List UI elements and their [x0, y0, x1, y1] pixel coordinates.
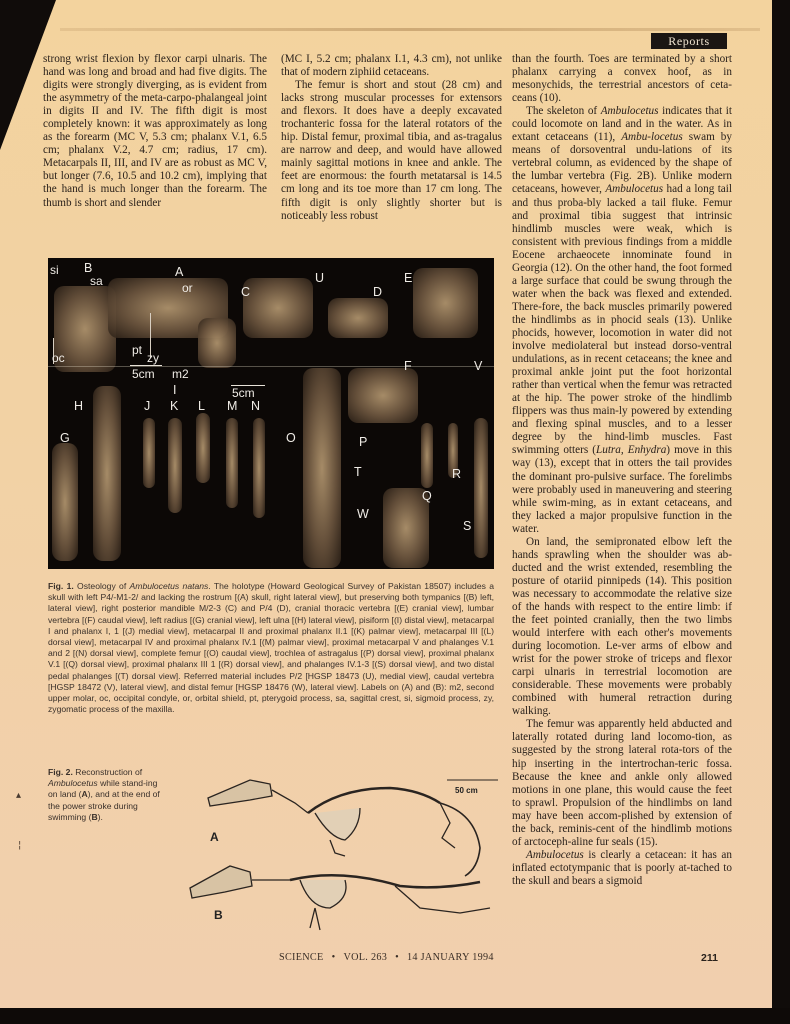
running-footer: [279, 952, 494, 963]
caption-text: Osteology of: [73, 581, 130, 591]
caption-label: Fig. 2.: [48, 767, 73, 777]
italic-taxon: Ambulocetus: [526, 848, 584, 861]
label-si: si: [50, 263, 59, 277]
text-run: had a long tail and thus proba-bly lacked a tail fluke. Femur and proximal tibia suggest that intrinsic hindlimb muscles were weak, which is consistent with previous findings from a middle Eocene archaeocete innominate found in Georgia (12). On the other hand, the foot formed a large surface that could be swung through the water when the back was flexed and extended. There-fore, the back muscles primarily powered the hindlimbs as in phocid seals (13). Unlike phocids, however, locomotion in water did not involve mediolateral but instead dorso-ventral undulations, as in recent cetaceans; the knee and proximal ankle joint put the foot horizontal rather than vertical when the femur was retracted at the hip. The power stroke of the hindlimb flippers was thus main-ly powered by extending and flexing spinal muscles, and to a lesser degree by the hind-limb muscles. Fast swimming otters (: [512, 183, 732, 457]
figure-2-caption: [48, 767, 168, 823]
fossil-metacarpal: [253, 418, 265, 518]
fossil-metacarpal: [143, 418, 155, 488]
fossil-vertebra: [413, 268, 478, 338]
fossil-mandible: [243, 278, 313, 338]
label-zy: zy: [147, 351, 159, 365]
label-F: F: [404, 359, 412, 373]
text-run: swam by means of dorsoventral undu-lations of its vertebral column, as evidenced by the shape of the lumbar vertebra (Fig. 2B). Unlike modern cetaceans, however,: [512, 131, 732, 196]
paragraph: than the fourth. Toes are terminated by a short phalanx carrying a convex hoof, as in mesonychids, the terrestrial ancestors of ceta-ceans (10).: [512, 53, 732, 105]
fossil-femur: [303, 368, 341, 568]
page-number: 211: [701, 952, 718, 964]
fossil-lumbar-vertebra: [348, 368, 418, 423]
caption-text: while stand-ing on land (: [48, 778, 158, 800]
ribcage-A: [315, 808, 360, 840]
text-run: The skeleton of: [526, 105, 601, 118]
label-J: J: [144, 399, 151, 413]
fossil-metacarpal: [196, 413, 210, 483]
label-B: B: [84, 261, 93, 275]
fossil-premolar: [328, 298, 388, 338]
paragraph: strong wrist flexion by flexor carpi ulnaris. The hand was long and broad and had five digits. The digits were strongly diverging, as is evident from the asymmetry of the meta-carpo-phalangeal joint in digits II and IV. The fifth digit is most completely known: it was approximately as long as the forearm (MC V, 5.3 cm; phalanx V.1, 6.5 cm; phalanx V.2, 4.7 cm; radius, 17 cm). Metacarpals II, III, and IV are as robust as MC V, but longer (7.6, 10.5 and 10.2 cm), implying that the hand is much longer than the forearm. The thumb is short and slender: [43, 53, 267, 209]
label-I: I: [173, 383, 177, 397]
text-run: ) move in this way (13), except that in otters the tail provides the dominant pro-pulsive surface. The forelimbs were probably used in maneuvering and steering while swim-ming, as in extant cetaceans, and they lacked a major propulsive function in the water.: [512, 444, 733, 535]
italic-taxon: Ambulocetus: [600, 105, 659, 118]
label-D: D: [373, 285, 383, 299]
label-or: or: [182, 281, 193, 295]
label-B: B: [214, 908, 223, 922]
caption-label: Fig. 1.: [48, 581, 74, 591]
caption-taxon: Ambulocetus natans: [129, 581, 209, 591]
neck-A: [272, 790, 308, 813]
margin-mark: ▴: [16, 790, 22, 801]
label-V: V: [474, 359, 483, 373]
figure-2-reconstruction: [180, 768, 502, 940]
italic-taxon: Ambu-locetus: [621, 131, 683, 144]
label-C: C: [241, 285, 251, 299]
hindlimb-A: [440, 803, 455, 848]
issue-date: 14 JANUARY 1994: [407, 952, 494, 963]
fossil-metacarpal: [226, 418, 238, 508]
caption-taxon: Ambulocetus: [48, 778, 98, 789]
skull-A: [208, 780, 272, 806]
label-N: N: [251, 399, 261, 413]
skeleton-swimming: [190, 866, 490, 930]
volume: VOL. 263: [343, 952, 388, 963]
margin-mark: ¦: [18, 840, 22, 851]
label-U: U: [315, 271, 325, 285]
spine-A: [308, 788, 440, 813]
scale-label: 50 cm: [455, 786, 478, 795]
separator: •: [395, 952, 400, 963]
italic-taxon: Ambulocetus: [605, 183, 664, 196]
skeleton-drawing: [180, 768, 502, 940]
text-run: is clearly a cetacean: it has an inflated ectotympanic that is poorly at-tached to the skull and bears a sigmoid: [512, 848, 732, 887]
label-E: E: [404, 271, 413, 285]
forelimb-B: [310, 908, 320, 930]
background-edge: [772, 0, 790, 1024]
fossil-metacarpal: [168, 418, 182, 513]
forelimb-A: [330, 840, 345, 856]
hindlimb-B: [395, 886, 490, 913]
label-pt: pt: [132, 343, 143, 357]
label-G: G: [60, 431, 70, 445]
caption-text: . The holotype (Howard Geological Survey of Pakistan 18507) includes a skull with left P4/-M1-2/ and lacking the rostrum [(A) skull, right lateral view], but preserving both tympanics [(B) left, lateral view], right posterior mandible M/2-3 (C) and P/4 (D), cranial thoracic vertebra [(E) cranial view], lumbar vertebra [(F) caudal view], left radius [(G) cranial view], left ulna [(H) lateral view], pisiform [(I) distal view], metacarpal I and phalanx I, 1 [(J) medial view], metacarpal II and proximal phalanx II.1 [(K) palmar view], metacarpal III [(L) dorsal view], metacarpal IV and proximal phalanx IV.1 [(M) palmar view], proximal metacarpal V and phalanges V.1 and 2 [(N) dorsal view], complete femur [(O) caudal view], trochlea of astragalus [(P) dorsal view], proximal phalanx V.1 [(Q) dorsal view], proximal phalanx III 1 [(R) dorsal view], and phalanges IV.1-3 [(S) dorsal view], and two distal pedal phalanges [(T) dorsal view]. Referred material includes P/2 [HGSP 18473 (U), medial view], caudal vertebra [HGSP 18472 (V), lateral view], and distal femur [HGSP 18476 (W), lateral view]. Labels on (A) and (B): m2, second upper molar, oc, occipital condyle, or, orbital shield, pt, pterygoid process, sa, sagittal crest, si, sigmoid process, zy, zygomatic process of the maxilla.: [48, 581, 494, 715]
photo-seam: [48, 366, 494, 367]
paragraph: [512, 105, 732, 536]
paragraph: (MC I, 5.2 cm; phalanx I.1, 4.3 cm), not unlike that of modern ziphiid cetaceans.: [281, 53, 502, 79]
text-column-1: [43, 53, 267, 210]
label-O: O: [286, 431, 296, 445]
paragraph: [512, 849, 732, 888]
skeleton-standing: [208, 780, 480, 876]
label-A: A: [175, 265, 184, 279]
text-column-2: [281, 53, 502, 223]
paper-crease: [60, 28, 760, 31]
label-R: R: [452, 467, 462, 481]
italic-taxon: Lutra, Enhydra: [596, 444, 667, 457]
label-K: K: [170, 399, 179, 413]
label-P: P: [359, 435, 368, 449]
label-m2: m2: [172, 367, 189, 381]
folded-corner-shadow: [0, 0, 56, 150]
figure-1-photo: [48, 258, 494, 569]
label-L: L: [198, 399, 205, 413]
label-M: M: [227, 399, 238, 413]
label-T: T: [354, 465, 362, 479]
label-Q: Q: [422, 489, 432, 503]
text-run: indicates that it could locomote on land and in the water. As in extant cetaceans (11),: [512, 105, 732, 144]
label-S: S: [463, 519, 472, 533]
caption-text: ), and at the end of the power stroke during swimming (: [48, 789, 160, 822]
separator: •: [331, 952, 336, 963]
caption-ref: B: [91, 811, 98, 822]
paragraph: The femur is short and stout (28 cm) and lacks strong muscular processes for extensors and flexors. It does have a deeply excavated trochanteric fossa for the lateral rotators of the hip. Distal femur, proximal tibia, and as-tragalus are narrow and deep, and would have allowed mainly sagittal motions in knee and ankle. The feet are enormous: the fourth metatarsal is 14.5 cm long and its toe more than 17 cm long. The fifth digit is only slightly shorter but is noticeably less robust: [281, 79, 502, 222]
scale-bar-5cm: [130, 365, 162, 366]
caption-ref: A: [81, 789, 88, 800]
background-edge: [0, 1008, 790, 1024]
label-sa: sa: [90, 274, 103, 288]
section-label: Reports: [651, 33, 727, 49]
label-oc: oc: [52, 351, 65, 365]
paragraph: On land, the semipronated elbow left the hands sprawling when the shoulder was ab-ducted and the wrist extended, resembling the posture of otariid pinnipeds (14). This position was necessary to accommodate the relative size of the hands with respect to the entire limb: if the feet pointed cranially, then the two limbs would interfere with each other's movements during locomotion. Le-ver arms of elbow and wrist for the power stroke of triceps and flexor carpi ulnaris in terrestrial locomotion are considerable. These movements were probably combined with humeral retraction during walking.: [512, 535, 732, 718]
label-H: H: [74, 399, 84, 413]
figure-1-caption: [48, 581, 494, 715]
label-scale-5cm: 5cm: [232, 386, 255, 400]
journal-name: SCIENCE: [279, 952, 324, 963]
fossil-phalanx: [421, 423, 433, 488]
fossil-ulna: [93, 386, 121, 561]
label-W: W: [357, 507, 369, 521]
skull-B: [190, 866, 252, 898]
caption-text: Reconstruction of: [72, 767, 143, 777]
caption-text: ).: [97, 811, 103, 822]
label-A: A: [210, 830, 219, 844]
fossil-radius: [52, 443, 78, 561]
fossil-phalanges: [474, 418, 488, 558]
ribcage-B: [300, 880, 346, 908]
paragraph: The femur was apparently held abducted and laterally rotated during land locomo-tion, as suggested by the strong lateral rota-tors of the hip inserting in the intertrochan-teric fossa. Because the knee and ankle only allowed motions in one plane, this would cause the feet to sprawl. Propulsion of the hindlimbs on land may have been accom-plished by extension of the back, reminis-cent of the hindlimb motions of arctoceph-aline fur seals (15).: [512, 718, 732, 848]
label-scale-5cm: 5cm: [132, 367, 155, 381]
text-column-3: [512, 53, 732, 888]
fossil-skull-part: [198, 318, 236, 368]
